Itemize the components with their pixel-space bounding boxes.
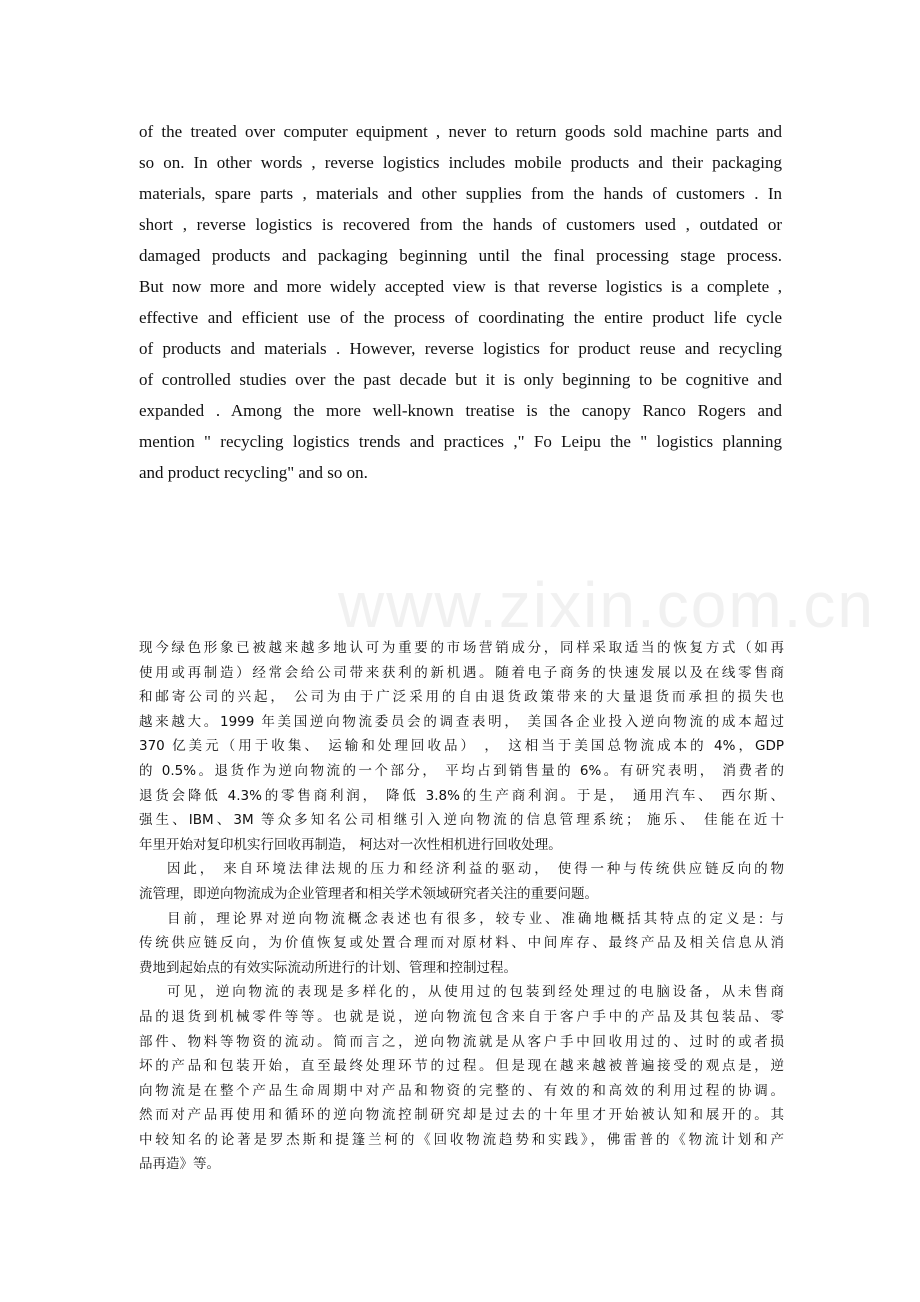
english-line: so on. In other words , reverse logistics includes mobile products and their packaging bbox=[139, 153, 782, 172]
chinese-line: 品的退货到机械零件等等。也就是说，逆向物流包含来自于客户手中的产品及其包装品、零 bbox=[139, 1008, 784, 1025]
chinese-line: 和邮寄公司的兴起， 公司为由于广泛采用的自由退货政策带来的大量退货而承担的损失也 bbox=[139, 689, 784, 706]
chinese-line: 品再造》等。 bbox=[139, 1156, 220, 1173]
chinese-line: 然而对产品再使用和循环的逆向物流控制研究却是过去的十年里才开始被认知和展开的。其 bbox=[139, 1107, 784, 1124]
english-line: expanded . Among the more well-known treatise is the canopy Ranco Rogers and bbox=[139, 401, 782, 420]
chinese-line: 坏的产品和包装开始，直至最终处理环节的过程。但是现在越来越被普遍接受的观点是，逆 bbox=[139, 1058, 784, 1075]
english-line: of products and materials . However, reverse logistics for product reuse and recycling bbox=[139, 339, 782, 358]
chinese-paragraphs bbox=[139, 636, 784, 1177]
english-line: of controlled studies over the past decade but it is only beginning to be cognitive and bbox=[139, 370, 782, 389]
chinese-line: 费地到起始点的有效实际流动所进行的计划、管理和控制过程。 bbox=[139, 959, 517, 976]
chinese-line: 退货会降低 4.3%的零售商利润， 降低 3.8%的生产商利润。于是， 通用汽车、 西尔斯、 bbox=[139, 787, 784, 804]
english-line: damaged products and packaging beginning until the final processing stage process. bbox=[139, 246, 782, 265]
chinese-line: 使用或再制造）经常会给公司带来获利的新机遇。随着电子商务的快速发展以及在线零售商 bbox=[139, 664, 784, 681]
chinese-line: 年里开始对复印机实行回收再制造， 柯达对一次性相机进行回收处理。 bbox=[139, 836, 562, 853]
chinese-line: 部件、物料等物资的流动。简而言之，逆向物流就是从客户手中回收用过的、过时的或者损 bbox=[139, 1033, 784, 1050]
english-line: effective and efficient use of the process of coordinating the entire product life cycle bbox=[139, 308, 782, 327]
chinese-line: 中较知名的论著是罗杰斯和提篷兰柯的《回收物流趋势和实践》，佛雷普的《物流计划和产 bbox=[139, 1131, 784, 1148]
chinese-line: 可见，逆向物流的表现是多样化的，从使用过的包装到经处理过的电脑设备，从未售商 bbox=[167, 984, 784, 1001]
chinese-line: 流管理，即逆向物流成为企业管理者和相关学术领域研究者关注的重要问题。 bbox=[139, 885, 598, 902]
chinese-line: 传统供应链反向，为价值恢复或处置合理而对原材料、中间库存、最终产品及相关信息从消 bbox=[139, 935, 784, 952]
english-line: short , reverse logistics is recovered from the hands of customers used , outdated or bbox=[139, 215, 782, 234]
chinese-line: 向物流是在整个产品生命周期中对产品和物资的完整的、有效的和高效的利用过程的协调。 bbox=[139, 1082, 784, 1099]
chinese-line: 因此， 来自环境法律法规的压力和经济利益的驱动， 使得一种与传统供应链反向的物 bbox=[167, 861, 784, 878]
chinese-line: 目前，理论界对逆向物流概念表述也有很多，较专业、准确地概括其特点的定义是: 与 bbox=[167, 910, 784, 927]
chinese-line: 现今绿色形象已被越来越多地认可为重要的市场营销成分，同样采取适当的恢复方式（如再 bbox=[139, 640, 784, 656]
chinese-line: 越来越大。1999 年美国逆向物流委员会的调查表明， 美国各企业投入逆向物流的成本超过 bbox=[139, 713, 784, 730]
english-line: and product recycling" and so on. bbox=[139, 463, 368, 482]
chinese-line: 370 亿美元（用于收集、 运输和处理回收品） ， 这相当于美国总物流成本的 4%，GDP bbox=[139, 738, 784, 755]
english-line: of the treated over computer equipment , never to return goods sold machine parts and bbox=[139, 122, 782, 141]
english-line: mention " recycling logistics trends and practices ," Fo Leipu the " logistics planning bbox=[139, 432, 782, 451]
chinese-line: 的 0.5%。退货作为逆向物流的一个部分， 平均占到销售量的 6%。有研究表明， 消费者的 bbox=[139, 762, 784, 779]
chinese-line: 强生、IBM、3M 等众多知名公司相继引入逆向物流的信息管理系统； 施乐、 佳能在近十 bbox=[139, 812, 784, 829]
english-paragraph bbox=[139, 116, 782, 488]
watermark: www.zixin.com.cn bbox=[338, 569, 875, 641]
english-line: But now more and more widely accepted view is that reverse logistics is a complete , bbox=[139, 277, 782, 296]
english-line: materials, spare parts , materials and other supplies from the hands of customers . In bbox=[139, 184, 782, 203]
